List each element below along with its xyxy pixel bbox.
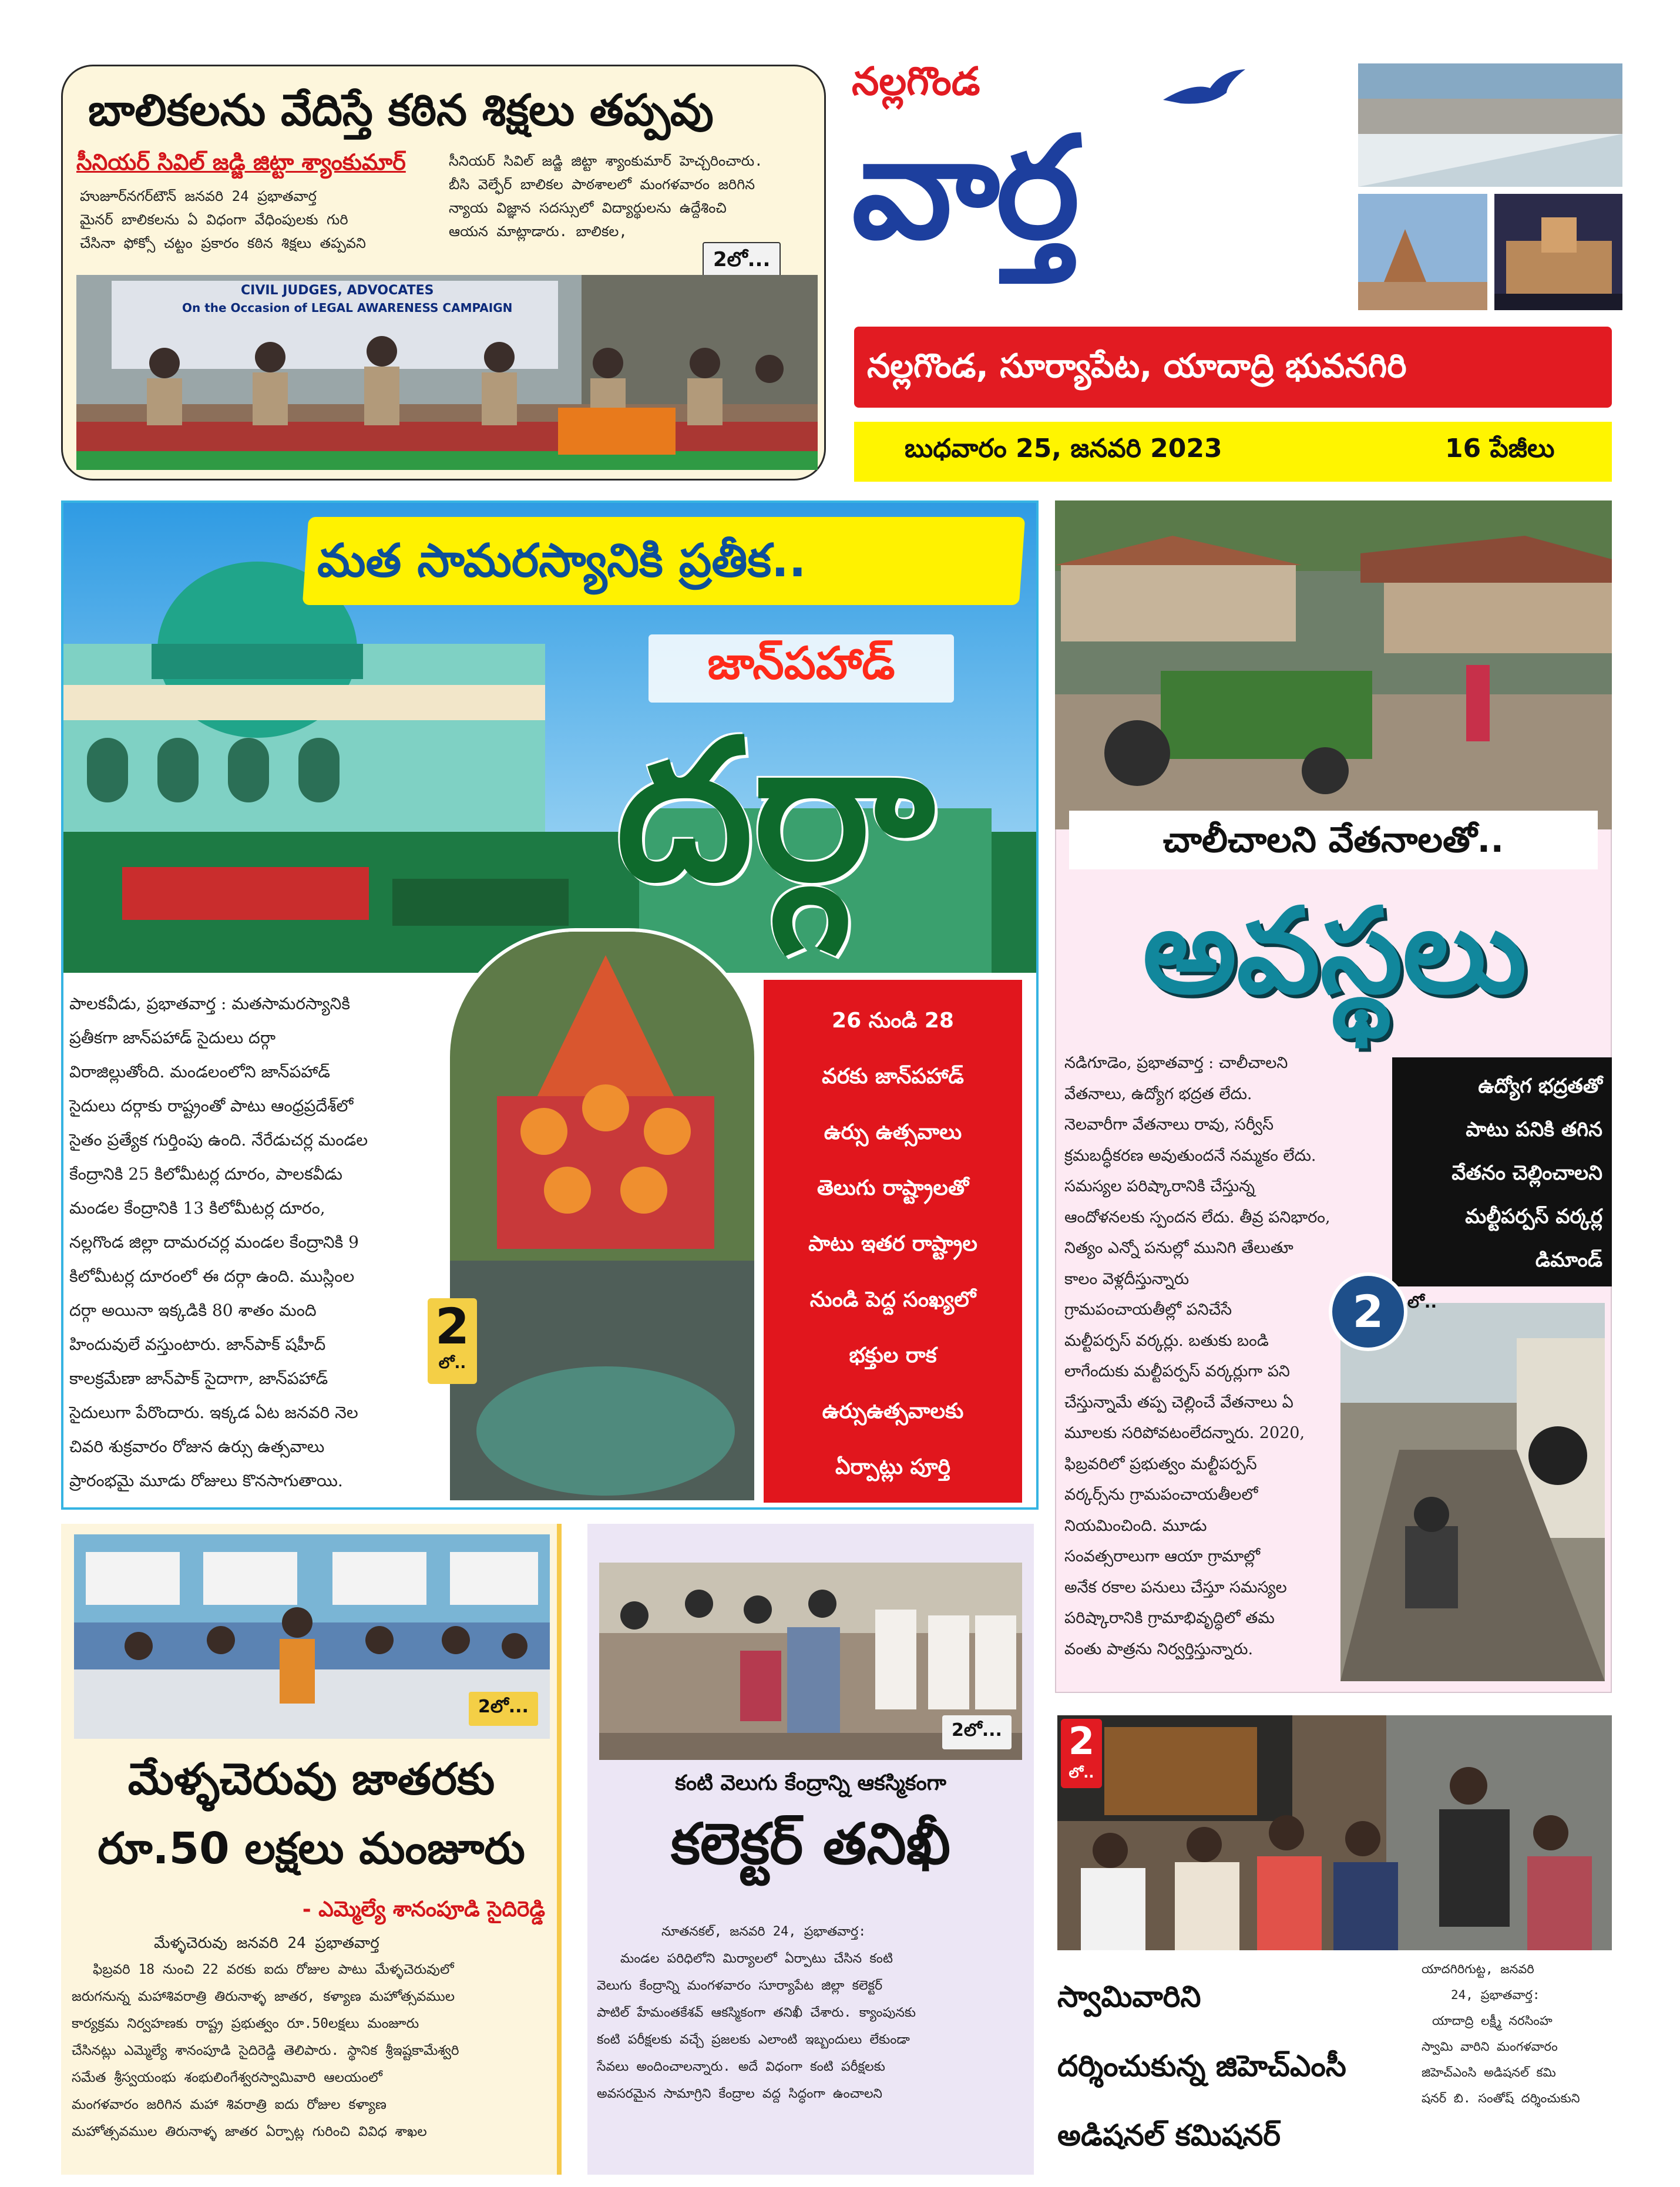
highlight-line: తెలుగు రాష్ట్రాలతో (817, 1176, 969, 1200)
quote-line: డిమాండ్ (1535, 1248, 1602, 1272)
wages-headline: అవస్థలు (1143, 883, 1527, 1020)
wages-continued-badge[interactable] (1329, 1272, 1407, 1351)
dargah-continued-badge[interactable] (428, 1298, 477, 1384)
text-line: అవసరమైన సామాగ్రిని కేంద్రాల వద్ద సిద్ధంగా ఉంచాలని (597, 2087, 882, 2101)
text-line: కేంద్రానికి 25 కిలోమీటర్ల దూరం, పాలకవీడు (69, 1164, 342, 1184)
judge-text-left (80, 184, 456, 255)
text-line: సైదులు దర్గాకు రాష్ట్రంతో పాటు ఆంధ్రప్రదేశ్‌లో (69, 1096, 354, 1116)
text-line: సైదులుగా పేరొందారు. ఇక్కడ ఏట జనవరి నెల (69, 1403, 358, 1422)
text-line: నడిగూడెం, ప్రభాతవార్త : చాలీచాలని (1064, 1054, 1288, 1072)
highlight-line: పాటు ఇతర రాష్ట్రాల (808, 1232, 977, 1256)
text-line: ప్రతీకగా జాన్‌పహాడ్ సైదులు దర్గా (69, 1028, 276, 1047)
badge-number: 2 (1352, 1285, 1384, 1338)
judge-continued[interactable]: 2లో... (703, 242, 781, 282)
text-line: హిందువులే వస్తుంటారు. జాన్‌పాక్ షహీద్ (69, 1335, 326, 1354)
text-line: కంటి పరీక్షలకు వచ్చే ప్రజలకు ఎలాంటి ఇబ్బందులు లేకుండా (597, 2033, 910, 2047)
headline-line: దర్శించుకున్న జిహెచ్ఎంసీ (1057, 2049, 1346, 2083)
text-line: ఫిబ్రవరిలో ప్రభుత్వం మల్టీపర్పస్ (1064, 1454, 1257, 1473)
banner-text: CIVIL JUDGES, ADVOCATES (241, 283, 434, 298)
jatara-headline (61, 1745, 562, 1883)
text-line: విరాజిల్లుతోంది. మండలంలోని జాన్‌పహాడ్ (69, 1062, 331, 1081)
text-line: మండల కేంద్రానికి 13 కిలోమీటర్ల దూరం, (69, 1198, 325, 1218)
shrine-inset-photo (446, 928, 758, 1504)
quote-line: పాటు పనికి తగిన (1466, 1118, 1602, 1141)
jatara-text (72, 1956, 553, 2145)
text-line: మైనర్ బాలికలను ఏ విధంగా వేధింపులకు గురి (80, 211, 348, 228)
highlight-line: వరకు జాన్‌పహాడ్ (822, 1064, 964, 1089)
judge-photo (76, 275, 818, 470)
highlight-line: 26 నుండి 28 (832, 1009, 954, 1033)
text-line: దర్గా అయినా ఇక్కడికి 80 శాతం మంది (69, 1301, 317, 1320)
collector-continued[interactable]: 2లో... (942, 1715, 1012, 1749)
text-line: ప్రారంభమై మూడు రోజులు కొనసాగుతాయి. (69, 1471, 343, 1490)
text-line: ఫిబ్రవరి 18 నుంచి 22 వరకు ఐదు రోజుల పాటు మేళ్ళచెరువులో (93, 1962, 454, 1977)
highlight-line: భక్తుల రాక (849, 1343, 937, 1368)
jatara-continued[interactable]: 2లో... (469, 1692, 538, 1726)
temple-photo (1057, 1715, 1612, 1950)
text-line: లాగేందుకు మల్టీపర్పస్ వర్కర్లుగా పని (1064, 1362, 1290, 1380)
text-line: గ్రామపంచాయతీల్లో పనిచేసే (1064, 1301, 1232, 1319)
dargah-place: జాన్‌పహాడ్ (649, 634, 954, 703)
headline-line: స్వామివారిని (1057, 1980, 1201, 2014)
wages-photo-2 (1340, 1303, 1605, 1681)
headline-line: రూ.50 లక్షలు మంజూరు (98, 1823, 525, 1874)
text-line: బీసి వెల్ఫేర్ బాలికల పాఠశాలలో మంగళవారం జరిగిన (449, 176, 755, 193)
text-line: పరిష్కారానికి గ్రామాభివృద్ధిలో తమ (1064, 1609, 1275, 1627)
text-line: నెలవారీగా వేతనాలు రావు, సర్వీస్ (1064, 1116, 1274, 1134)
judge-subhead: సీనియర్ సివిల్ జడ్జి జిట్టా శ్యాంకుమార్ (76, 149, 406, 175)
text-line: మండల పరిధిలోని మిర్యాలలో ఏర్పాటు చేసిన కంటి (620, 1951, 893, 1966)
highlight-line: ఉర్సుఉత్సవాలకు (822, 1399, 964, 1423)
temple-photo (1358, 194, 1487, 310)
quote-line: వేతనం చెల్లించాలని (1451, 1161, 1602, 1185)
text-line: చేస్తున్నామే తప్ప చెల్లించే వేతనాలు ఏ (1064, 1393, 1293, 1412)
text-line: వర్కర్స్‌ను గ్రామపంచాయతీలలో (1064, 1486, 1258, 1504)
masthead-photos (1358, 63, 1622, 310)
headline-line: మేళ్ళచెరువు జాతరకు (127, 1754, 495, 1805)
wages-kicker: చాలీచాలని వేతనాలతో.. (1069, 811, 1598, 869)
text-line: 24, ప్రభాతవార్త: (1451, 1988, 1540, 2002)
highlight-line: ఏర్పాట్లు పూర్తి (835, 1455, 950, 1479)
text-line: వేతనాలు, ఉద్యోగ భద్రత లేదు. (1064, 1084, 1252, 1103)
collector-text (597, 1919, 1029, 2108)
text-line: స్వామి వారిని మంగళవారం (1422, 2040, 1558, 2054)
text-line: సీనియర్ సివిల్ జడ్జి జిట్టా శ్యాంకుమార్ హెచ్చరించారు. (449, 153, 763, 169)
headline-line: అడిషనల్ కమిషనర్ (1057, 2118, 1281, 2152)
jatara-byline: - ఎమ్మెల్యే శానంపూడి సైదిరెడ్డి (302, 1897, 545, 1921)
text-line: ఆందోళనలకు స్పందన లేదు. తీవ్ర పనిభారం, (1064, 1208, 1330, 1227)
district-text: నల్లగొండ, సూర్యాపేట, యాదాద్రి భువనగిరి (867, 347, 1407, 385)
text-line: పాలకవీడు, ప్రభాతవార్త : మతసామరస్యానికి (69, 994, 350, 1013)
text-line: సంవత్సరాలుగా ఆయా గ్రామాల్లో (1064, 1547, 1261, 1565)
text-line: యాదగిరిగుట్ట, జనవరి (1422, 1962, 1534, 1976)
dove-icon (1157, 65, 1251, 112)
judge-text-right (449, 149, 819, 243)
dargah-text (69, 987, 475, 1498)
text-line: సైతం ప్రత్యేక గుర్తింపు ఉంది. నేరేడుచర్ల మండల (69, 1130, 368, 1150)
text-line: అనేక రకాల పనులు చేస్తూ సమస్యల (1064, 1578, 1287, 1597)
temple-headline (1057, 1962, 1416, 2170)
badge-number: 2 (1068, 1720, 1095, 1763)
text-line: కిలోమీటర్ల దూరంలో ఈ దర్గా ఉంది. ముస్లింల (69, 1266, 355, 1286)
text-line: నిత్యం ఎన్నో పనుల్లో మునిగి తేలుతూ (1064, 1239, 1293, 1257)
text-line: హుజూర్‌నగర్‌టౌన్ జనవరి 24 ప్రభాతవార్త (80, 188, 317, 204)
text-line: నూతనకల్, జనవరి 24, ప్రభాతవార్త: (661, 1924, 866, 1939)
dargah-red-box-text (764, 993, 1022, 1495)
text-line: న్యాయ విజ్ఞాన సదస్సులో విద్యార్థులను ఉద్దేశించి (449, 200, 727, 216)
wages-photo (1055, 500, 1612, 829)
badge-label: లో.. (438, 1355, 466, 1372)
dargah-headline: దర్గా (616, 698, 935, 923)
text-line: మూలకు సరిపోవటంలేదన్నారు. 2020, (1064, 1424, 1305, 1442)
text-line: చివరి శుక్రవారం రోజున ఉర్సు ఉత్సవాలు (69, 1437, 325, 1456)
collector-kicker: కంటి వెలుగు కేంద్రాన్ని ఆకస్మికంగా (675, 1771, 946, 1795)
text-line: మహోత్సవముల తిరునాళ్ళ జాతర ఏర్పాట్ల గురించి వివిధ శాఖల (72, 2124, 427, 2139)
banner-text: On the Occasion of LEGAL AWARENESS CAMPAIGN (182, 301, 513, 315)
text-line: ఆయన మాట్లాడారు. బాలికల, (449, 223, 627, 240)
text-line: చేసినా ఫోక్సో చట్టం ప్రకారం కఠిన శిక్షలు తప్పవని (80, 235, 366, 251)
issue-date: బుధవారం 25, జనవరి 2023 (905, 434, 1222, 463)
text-line: సమేత శ్రీస్వయంభు శంభులింగేశ్వరస్వామివారి ఆలయంలో (72, 2070, 382, 2085)
text-line: మల్టీపర్పస్ వర్కర్లు. బతుకు బండి (1064, 1331, 1269, 1350)
wages-badge-label: లో.. (1407, 1292, 1437, 1312)
text-line: సమస్యల పరిష్కారానికి చేస్తున్న (1064, 1177, 1255, 1195)
highlight-line: ఉర్సు ఉత్సవాలు (824, 1120, 962, 1144)
badge-label: లో.. (1069, 1765, 1094, 1781)
page-count: 16 పేజీలు (1445, 434, 1555, 463)
wages-pull-quote-text (1395, 1064, 1610, 1282)
text-line: మంగళవారం జరిగిన మహా శివరాత్రి ఐదు రోజుల కళ్యాణ (72, 2097, 387, 2112)
text-line: వెలుగు కేంద్రాన్ని మంగళవారం సూర్యాపేట జిల్లా కలెక్టర్ (597, 1978, 883, 1993)
highlight-line: నుండి పెద్ద సంఖ్యలో (809, 1288, 976, 1312)
text-line: కాలక్రమేణా జాన్‌పాక్ సైదాగా, జాన్‌పహాడ్ (69, 1369, 328, 1388)
text-line: నల్లగొండ జిల్లా దామరచర్ల మండల కేంద్రానికి 9 (69, 1232, 359, 1252)
quote-line: ఉద్యోగ భద్రతతో (1478, 1074, 1602, 1098)
brand-small: నల్లగొండ (852, 59, 980, 104)
dargah-kicker: మత సామరస్యానికి ప్రతీక.. (317, 535, 807, 587)
brand-big: వార్త (852, 106, 1076, 270)
text-line: జరుగనున్న మహాశివరాత్రి తిరునాళ్ళ జాతర, కళ్యాణ మహోత్సవముల (72, 1989, 455, 2004)
text-line: యాదాద్రి లక్ష్మీ నరసింహ (1432, 2014, 1553, 2028)
text-line: కాలం వెళ్లదీస్తున్నారు (1064, 1269, 1190, 1288)
text-line: సేవలు అందించాలన్నారు. అదే విధంగా కంటి పరీక్షలకు (597, 2060, 885, 2074)
quote-line: మల్టీపర్పస్ వర్కర్ల (1465, 1205, 1602, 1228)
text-line: కార్యక్రమ నిర్వహణకు రాష్ట్ర ప్రభుత్వం రూ.50లక్షలు మంజూరు (72, 2016, 419, 2031)
jatara-dateline: మేళ్ళచెరువు జనవరి 24 ప్రభాతవార్త (154, 1934, 379, 1952)
text-line: చేసినట్లు ఎమ్మెల్యే శానంపూడి సైదిరెడ్డి తెలిపారు. స్థానిక శ్రీఇష్టకామేశ్వరి (72, 2043, 459, 2058)
collector-headline: కలెక్టర్ తనిఖీ (671, 1811, 950, 1877)
dam-photo (1358, 63, 1622, 187)
judge-headline: బాలికలను వేదిస్తే కఠిన శిక్షలు తప్పవు (88, 85, 714, 136)
text-line: జిహెచ్ఎంసి అడిషనల్ కమి (1422, 2065, 1556, 2080)
badge-number: 2 (435, 1298, 470, 1355)
text-line: షనర్ బి. సంతోష్ దర్శించుకుని (1422, 2091, 1580, 2105)
masthead-logo (852, 59, 1351, 317)
text-line: వంతు పాత్రను నిర్వర్తిస్తున్నారు. (1064, 1640, 1254, 1658)
temple-continued-badge[interactable] (1061, 1719, 1102, 1788)
text-line: పాటిల్ హేమంతకేశవ్ ఆకస్మికంగా తనిఖీ చేశారు. క్యాంపునకు (597, 2005, 916, 2020)
temple-text (1422, 1956, 1615, 2111)
text-line: నియమించింది. మూడు (1064, 1516, 1207, 1535)
text-line: క్రమబద్ధీకరణ అవుతుందనే నమ్మకం లేదు. (1064, 1146, 1316, 1165)
city-photo (1494, 194, 1622, 310)
